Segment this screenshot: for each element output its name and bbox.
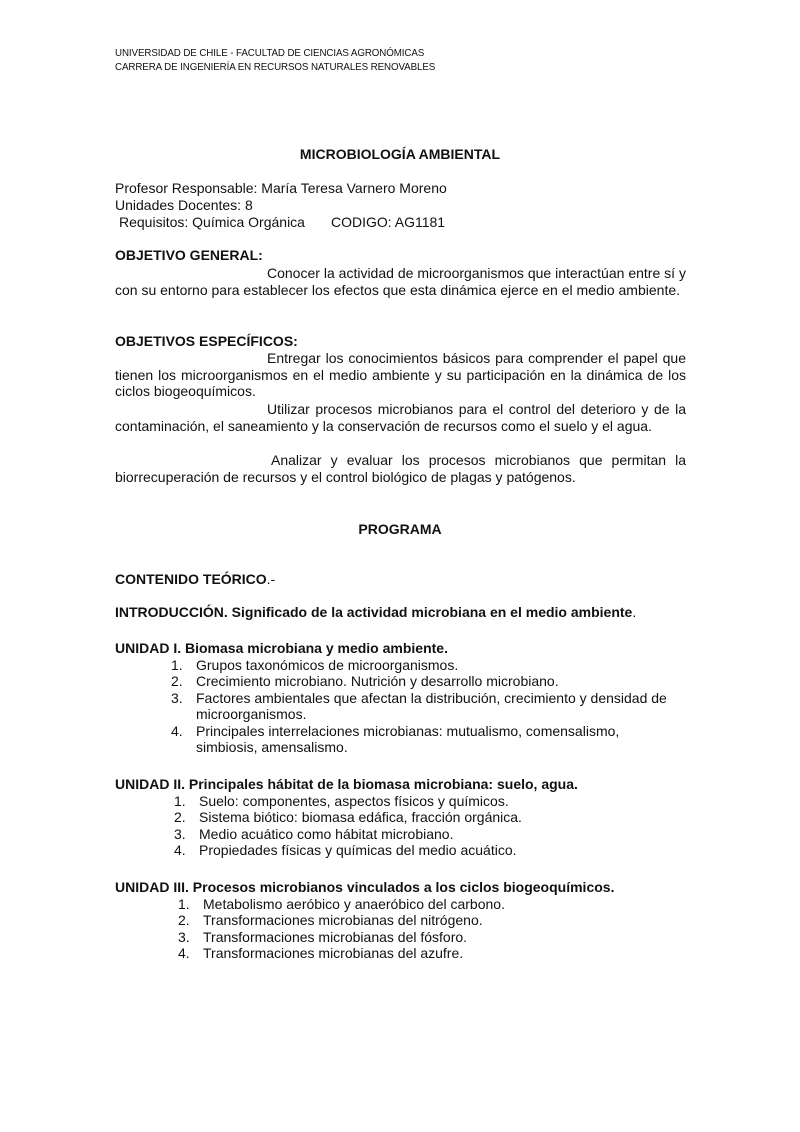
objetivo-general-text <box>115 265 686 298</box>
item-number: 2. <box>171 673 183 690</box>
unidad-3-title: UNIDAD III. Procesos microbianos vinculados a los ciclos biogeoquímicos. <box>115 879 615 895</box>
item-text: Sistema biótico: biomasa edáfica, fracción orgánica. <box>199 809 522 826</box>
item-text: Grupos taxonómicos de microorganismos. <box>196 657 459 673</box>
list-item <box>178 945 678 961</box>
item-number: 2. <box>174 809 186 826</box>
item-number: 1. <box>178 896 190 912</box>
unidad-2-list <box>174 793 674 859</box>
list-item <box>171 673 671 689</box>
item-number: 4. <box>178 945 190 962</box>
unidad-3-list <box>178 896 678 962</box>
objetivo-especifico-2-text: Utilizar procesos microbianos para el control del deterioro y de la contaminación, el saneamiento y la conservación de recursos como el suelo y el agua. <box>115 401 686 434</box>
list-item <box>174 826 674 842</box>
introduccion-suffix: . <box>632 604 637 620</box>
meta-requisitos: Requisitos: Química Orgánica <box>119 214 305 230</box>
item-text: Metabolismo aeróbico y anaeróbico del carbono. <box>203 896 505 912</box>
course-meta <box>115 180 447 231</box>
list-item <box>178 912 678 928</box>
page-header <box>115 46 435 74</box>
introduccion-heading <box>115 604 636 620</box>
item-text: Medio acuático como hábitat microbiano. <box>199 825 454 842</box>
list-item <box>174 842 674 858</box>
list-item <box>171 723 671 756</box>
objetivos-especificos-heading: OBJETIVOS ESPECÍFICOS: <box>115 333 298 349</box>
list-item <box>174 809 674 825</box>
item-text: Transformaciones microbianas del azufre. <box>203 945 464 962</box>
item-text: Crecimiento microbiano. Nutrición y desarrollo microbiano. <box>196 673 559 690</box>
item-text: Transformaciones microbianas del nitrógeno. <box>203 912 483 929</box>
item-text: Factores ambientales que afectan la distribución, crecimiento y densidad de microorganismos. <box>196 689 667 723</box>
item-text: Transformaciones microbianas del fósforo. <box>203 928 468 945</box>
meta-profesor: Profesor Responsable: María Teresa Varnero Moreno <box>115 180 447 196</box>
contenido-teorico-suffix: .- <box>266 571 276 587</box>
item-number: 1. <box>171 657 183 673</box>
unidad-1-heading <box>115 640 448 656</box>
item-number: 4. <box>171 722 183 739</box>
header-career: CARRERA DE INGENIERÍA EN RECURSOS NATURALES RENOVABLES <box>115 61 436 73</box>
objetivo-especifico-2 <box>115 401 686 434</box>
objetivo-general-heading: OBJETIVO GENERAL: <box>115 247 263 263</box>
item-number: 3. <box>174 825 186 842</box>
item-number: 3. <box>178 928 190 945</box>
item-number: 1. <box>174 793 186 809</box>
meta-unidades: Unidades Docentes: 8 <box>115 197 253 213</box>
item-text: Propiedades físicas y químicas del medio acuático. <box>199 842 517 859</box>
objetivo-especifico-3 <box>115 452 686 485</box>
programa-heading: PROGRAMA <box>358 521 442 537</box>
objetivo-especifico-3-text: Analizar y evaluar los procesos microbianos que permitan la biorrecuperación de recursos y el control biológico de plagas y patógenos. <box>115 452 686 485</box>
list-item <box>171 690 671 723</box>
list-item <box>178 929 678 945</box>
unidad-1-title: UNIDAD I. Biomasa microbiana y medio ambiente. <box>115 640 448 656</box>
item-number: 4. <box>174 842 186 859</box>
unidad-1-list <box>171 657 671 755</box>
item-text: Principales interrelaciones microbianas: mutualismo, comensalismo, simbiosis, amensalismo. <box>196 722 620 756</box>
contenido-teorico-heading <box>115 571 275 587</box>
header-university: UNIVERSIDAD DE CHILE - FACULTAD DE CIENCIAS AGRONÓMICAS <box>115 47 425 59</box>
unidad-2-heading <box>115 776 578 792</box>
item-number: 2. <box>178 912 190 929</box>
list-item <box>174 793 674 809</box>
unidad-3-heading <box>115 879 614 895</box>
course-title: MICROBIOLOGÍA AMBIENTAL <box>299 146 501 162</box>
introduccion-label: INTRODUCCIÓN. Significado de la actividad microbiana en el medio ambiente <box>115 604 633 620</box>
objetivo-general-body: Conocer la actividad de microorganismos que interactúan entre sí y con su entorno para establecer los efectos que esta dinámica ejerce en el medio ambiente. <box>115 265 686 298</box>
contenido-teorico-label: CONTENIDO TEÓRICO <box>115 571 267 587</box>
list-item <box>178 896 678 912</box>
meta-codigo: CODIGO: AG1181 <box>330 214 446 230</box>
objetivo-especifico-1-text: Entregar los conocimientos básicos para comprender el papel que tienen los microorganismos en el medio ambiente y su participación en la dinámica de los ciclos biogeoquímicos. <box>115 350 686 400</box>
unidad-2-title: UNIDAD II. Principales hábitat de la biomasa microbiana: suelo, agua. <box>115 776 578 792</box>
objetivo-especifico-1 <box>115 350 686 400</box>
list-item <box>171 657 671 673</box>
meta-requisitos-line <box>115 214 447 231</box>
item-number: 3. <box>171 689 183 706</box>
item-text: Suelo: componentes, aspectos físicos y químicos. <box>199 793 509 809</box>
